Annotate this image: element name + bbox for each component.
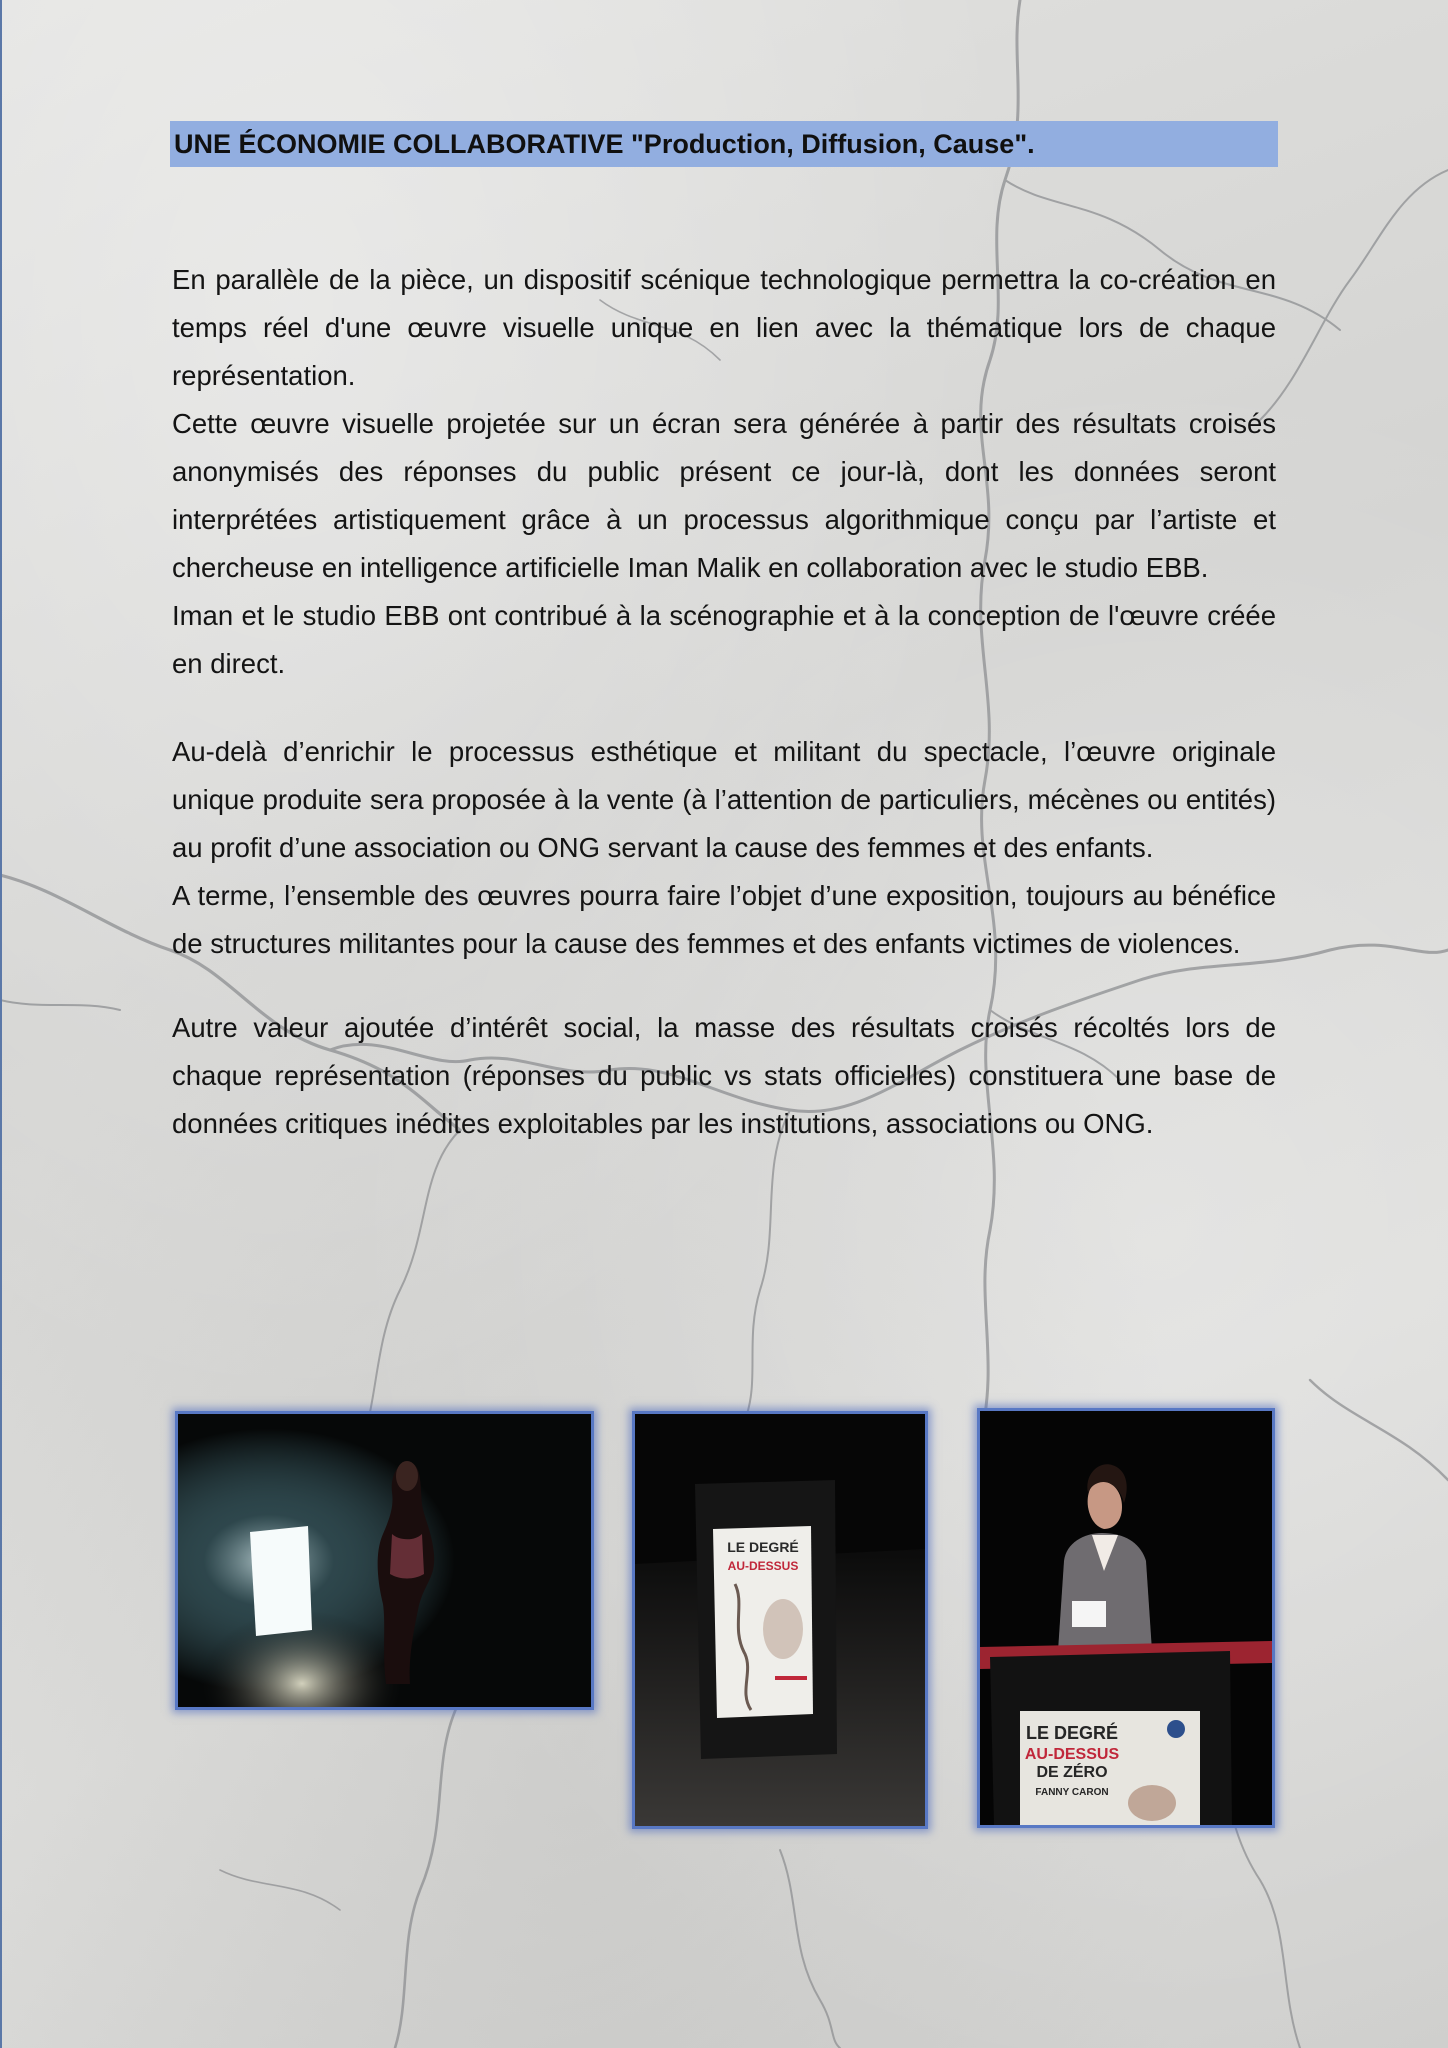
poster-subtitle-2: DE ZÉRO — [1036, 1764, 1108, 1781]
section-heading-bar — [170, 121, 1278, 167]
body-text — [172, 256, 1276, 1148]
paragraph: Autre valeur ajoutée d’intérêt social, la masse des résultats croisés récoltés lors de chaque représentation (réponses du public vs stats officielles) constituera une base de données critiques inédites exploitables par les institutions, associations ou ONG. — [172, 1012, 1276, 1139]
poster-subtitle: AU-DESSUS — [1024, 1746, 1120, 1763]
page-left-rule — [0, 0, 2, 2048]
photo-stage-poster — [632, 1411, 928, 1829]
paragraph: En parallèle de la pièce, un dispositif scénique technologique permettra la co-création en temps réel d'une œuvre visuelle unique en lien avec la thématique lors de chaque représentation. — [172, 264, 1276, 391]
paragraph: Au-delà d’enrichir le processus esthétique et militant du spectacle, l’œuvre originale unique produite sera proposée à la vente (à l’attention de particuliers, mécènes ou entités) au profit d’une association ou ONG servant la cause des femmes et des enfants. — [172, 736, 1276, 863]
paragraph: A terme, l’ensemble des œuvres pourra faire l’objet d’une exposition, toujours au bénéfice de structures militantes pour la cause des femmes et des enfants victimes de violences. — [172, 880, 1276, 959]
photo-stage-podium — [977, 1408, 1275, 1828]
paragraph: Cette œuvre visuelle projetée sur un écran sera générée à partir des résultats croisés anonymisés des réponses du public présent ce jour-là, dont les données seront interprétées artistiquement grâce à un processus algorithmique conçu par l’artiste et chercheuse en intelligence artificielle Iman Malik en collaboration avec le studio EBB. — [172, 408, 1276, 583]
photo-stage-screen-light — [175, 1411, 594, 1710]
poster-author: FANNY CARON — [1035, 1787, 1109, 1798]
poster-title: LE DEGRÉ — [1025, 1723, 1119, 1743]
poster-subtitle-small: AU-DESSUS — [727, 1559, 799, 1573]
section-heading: UNE ÉCONOMIE COLLABORATIVE "Production, Diffusion, Cause". — [174, 129, 1035, 159]
poster-title-small: LE DEGRÉ — [727, 1539, 799, 1555]
paragraph: Iman et le studio EBB ont contribué à la scénographie et à la conception de l'œuvre créée en direct. — [172, 600, 1276, 679]
